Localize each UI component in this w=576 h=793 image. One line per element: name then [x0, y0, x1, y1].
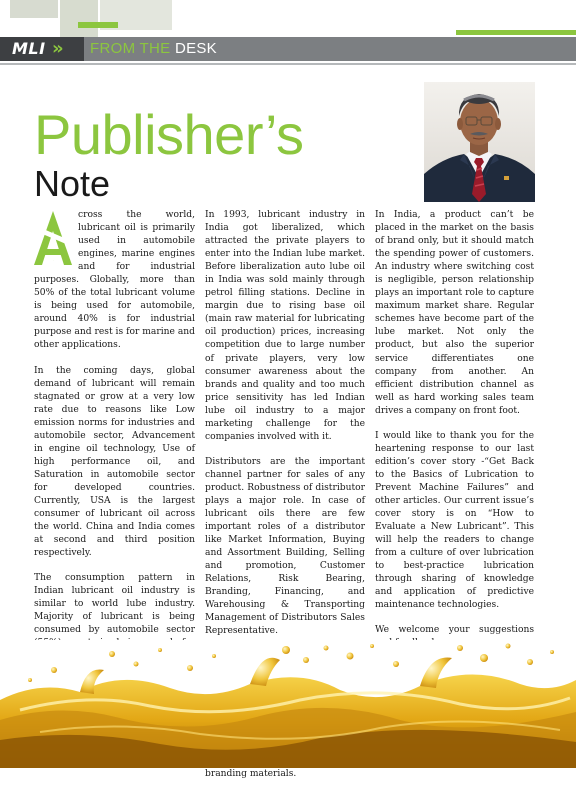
oil-splash-image — [0, 640, 576, 768]
paragraph: Distributors are the important channel partner for sales of any product. Robustness of distributor plays a major role. In case of lubricant oils there are few important roles of a distributor like Market Information, Buying and Assortment Building, Selling and promotion, Customer Relations, Risk Bearing, Branding, Financing, and Warehousing & Transporting Management of Distributors Sales Representative. — [205, 456, 365, 637]
paragraph: branding materials. — [205, 768, 297, 779]
header-divider — [0, 63, 576, 65]
section-title — [90, 37, 217, 61]
paragraph: In India, a product can’t be placed in the market on the basis of brand only, but it should match the spending power of customers. An industry where switching cost is negligible, person relationship plays an important role to capture maximum market share. Regular schemes have become part of the lube market. Not only the product, but also the superior service differentiates one company from another. An efficient distribution channel as well as hard working sales team drives a company on front foot. — [375, 210, 534, 416]
paragraph: We welcome your suggestions — [375, 625, 534, 636]
page-subtitle: Note — [34, 163, 111, 204]
paragraph: In 1993, lubricant industry in India got liberalized, which attracted the private players to enter into the Indian lube market. Before liberalization auto lube oil in India was sold mainly through petrol filling stations. Decline in margin due to rising base oil (main raw material for lubricating oil production) prices, increasing competition due to large number of private players, very low consumer awareness about the brands and quality and too much price sensitivity has led Indian lube oil industry to a major marketing challenge for the companies involved with it. — [205, 210, 365, 442]
page-title: Publisher’s — [34, 103, 304, 166]
decorative-square — [10, 0, 58, 18]
paragraph: The consumption pattern in Indian lubricant oil industry is similar to world lube industry. Majority of lubricant is being consumed by automobile sector — [34, 573, 195, 636]
decorative-green-bar — [78, 22, 118, 28]
paragraph: I would like to thank you for the heartening response to our last edition’s cover story -“Get Back to the Basics of Lubrication to Prevent Machine Failures” and other articles. Our current issue’s cover story is on “How to Evaluate a New Lubricant”. This will help the readers to change from a culture of over lubrication to best-practice lubrication through sharing of knowledge and application of predictive maintenance technologies. — [375, 430, 534, 611]
paragraph-text: cross the world, lubricant oil is primarily used in automobile engines, marine engines and for industrial purposes. Globally, more than 50% of the total lubricant volume is being used for automobile, around 40% is for industrial purpose and rest is for marine and other applications. — [34, 210, 195, 351]
article-column-3 — [375, 209, 534, 713]
decorative-green-bar — [456, 30, 576, 35]
publisher-photo — [424, 82, 535, 202]
section-title-part1: FROM THE — [90, 40, 171, 57]
brand-label: MLI — [12, 39, 46, 58]
paragraph — [34, 209, 195, 353]
section-header-band — [0, 37, 576, 61]
double-chevron-right-icon: » — [52, 38, 64, 59]
section-title-part2: DESK — [174, 40, 217, 57]
drop-cap — [32, 209, 74, 267]
drop-cap-letter: A — [53, 261, 54, 262]
paragraph: In the coming days, global demand of lubricant will remain stagnated or grow at a very low rate due to reasons like Low emission norms for industries and automobile sector, Advancement in engine oil technology, Use of high performance oil, and Saturation in automobile sector for developed countries. Currently, USA is the largest consumer of lubricant oil across the world. China and India comes at second and third position respectively. — [34, 365, 195, 559]
